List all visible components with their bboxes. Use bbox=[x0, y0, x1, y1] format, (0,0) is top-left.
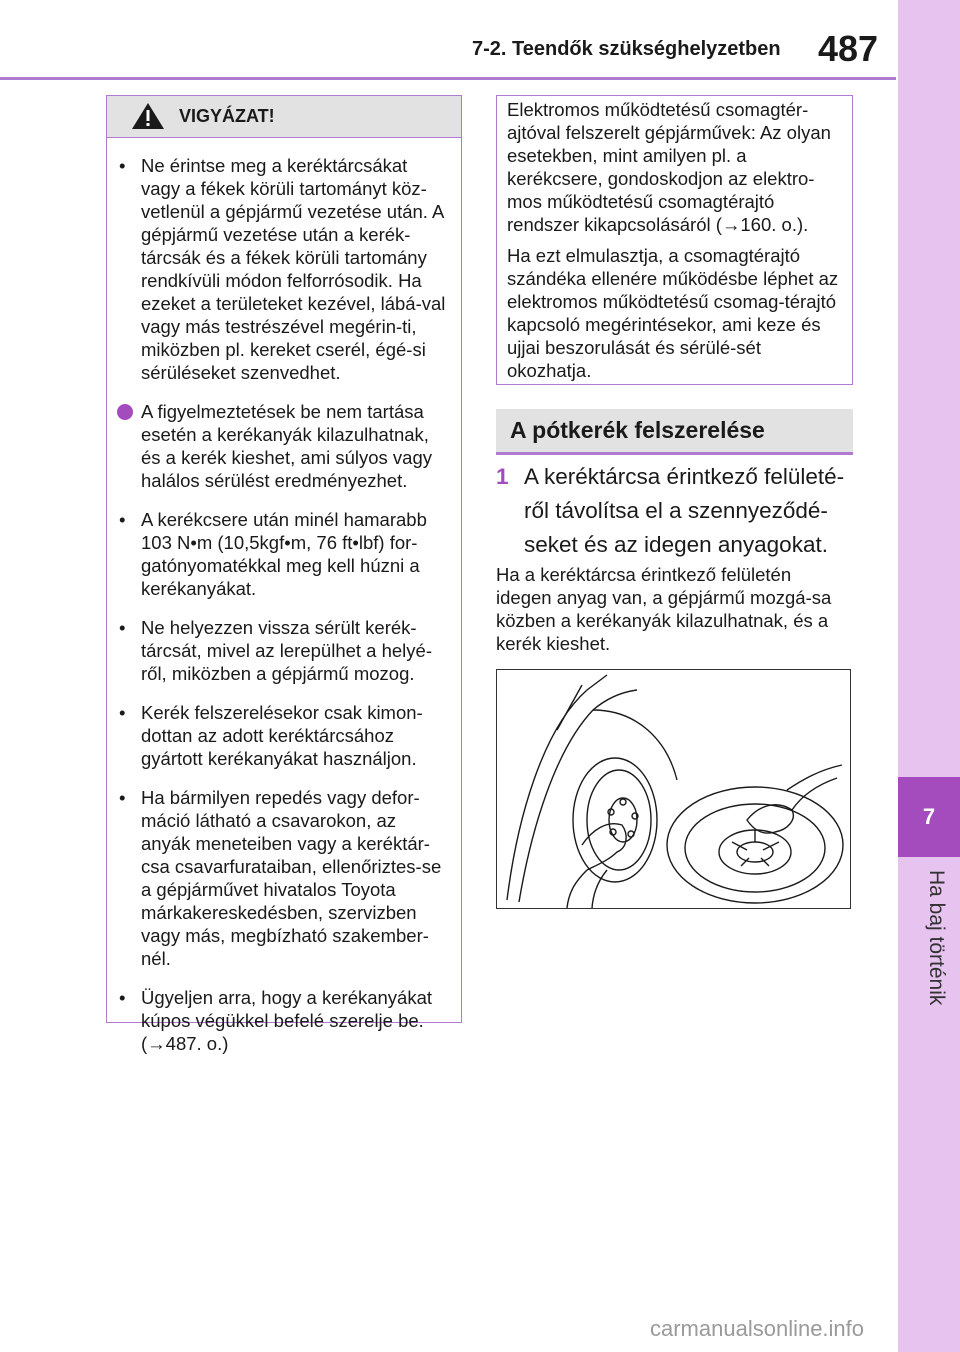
wheel-cleaning-illustration bbox=[496, 669, 851, 909]
warning-item bbox=[117, 400, 447, 492]
warning-item-text: Ne érintse meg a keréktárcsákat vagy a fékek körüli tartományt köz-vetlenül a gépjármű vezetése után. A gépjármű vezetése után a kerék-tárcsák és a fékek körüli tartomány rendkívüli módon felforrósodik. Ha ezeket a területeket kezével, lábá-val vagy más testrészével megérin-ti, miközben pl. kereket cserél, égé-si sérüléseket szenvedhet. bbox=[141, 155, 446, 383]
warning-item bbox=[117, 786, 447, 970]
warning-header bbox=[107, 96, 461, 138]
bullet-marker: • bbox=[119, 987, 126, 1008]
chapter-label: Ha baj történik bbox=[925, 870, 948, 1006]
warning-item bbox=[117, 701, 447, 770]
warning-triangle-icon bbox=[131, 102, 165, 130]
bullet-marker: • bbox=[119, 702, 126, 723]
page-number: 487 bbox=[818, 28, 879, 69]
warning-item bbox=[117, 986, 447, 1055]
warning-box bbox=[106, 95, 462, 1054]
bullet-marker: • bbox=[119, 155, 126, 176]
warning-item bbox=[117, 616, 447, 685]
info-paragraph: Elektromos működtetésű csomagtér-ajtóval felszerelt gépjárművek: Az olyan esetekben, mint amilyen pl. a kerékcsere, gondoskodjon az elektro-mos működtetésű csomagtérajtó rendszer kikapcsolásáról (→160. o.). bbox=[507, 99, 831, 235]
bullet-marker: • bbox=[119, 509, 126, 530]
step-item bbox=[496, 460, 853, 562]
warning-item-text: A figyelmeztetések be nem tartása esetén a kerékanyák kilazulhatnak, és a kerék kieshet, ami súlyos vagy halálos sérülést eredményezhet. bbox=[141, 401, 432, 491]
circle-bullet-icon bbox=[117, 404, 133, 420]
warning-title: VIGYÁZAT! bbox=[179, 106, 275, 126]
header-rule bbox=[0, 77, 896, 80]
warning-item-text: Kerék felszerelésekor csak kimon-dottan az adott keréktárcsához gyártott kerékanyákat használjon. bbox=[141, 702, 423, 769]
section-title: 7-2. Teendők szükséghelyzetben bbox=[472, 38, 781, 60]
bullet-marker: • bbox=[119, 617, 126, 638]
section-heading bbox=[496, 409, 853, 455]
warning-item bbox=[117, 508, 447, 600]
step-number: 1 bbox=[496, 464, 509, 489]
watermark: carmanualsonline.info bbox=[650, 1316, 865, 1341]
warning-item-text: Ügyeljen arra, hogy a kerékanyákat kúpos végükkel befelé szerelje be. (→487. o.) bbox=[141, 987, 433, 1054]
info-box bbox=[496, 95, 853, 385]
wheel-cleaning-drawing bbox=[497, 670, 851, 909]
warning-item-text: Ha bármilyen repedés vagy defor-máció látható a csavarokon, az anyák meneteiben vagy a keréktár-csa csavarfurataiban, ellenőriztes-se a gépjárművet hivatalos Toyota márkakereskedésben, szervizben vagy más, megbízható szakember-nél. bbox=[141, 787, 442, 969]
chapter-side-tab bbox=[898, 0, 960, 1352]
info-paragraph: Ha ezt elmulasztja, a csomagtérajtó szándéka ellenére működésbe léphet az elektromos működtetésű csomag-térajtó kapcsoló megérintésekor, ami keze és ujjai beszorulását és sérülé-sét okozhatja. bbox=[507, 245, 839, 381]
step-text: A keréktárcsa érintkező felületé-ről távolítsa el a szennyeződé-seket és az idegen anyagokat. bbox=[524, 464, 845, 557]
warning-body bbox=[107, 154, 461, 1055]
step-note: Ha a keréktárcsa érintkező felületén idegen anyag van, a gépjármű mozgá-sa közben a kerékanyák kilazulhatnak, és a kerék kieshet. bbox=[496, 564, 832, 654]
warning-item-text: A kerékcsere után minél hamarabb 103 N•m (10,5kgf•m, 76 ft•lbf) for-gatónyomatékkal meg kell húzni a kerékanyákat. bbox=[141, 509, 427, 599]
chapter-number: 7 bbox=[898, 777, 960, 857]
bullet-marker: • bbox=[119, 787, 126, 808]
warning-item-text: Ne helyezzen vissza sérült kerék-tárcsát, mivel az lerepülhet a helyé-ről, miközben a gépjármű mozog. bbox=[141, 617, 432, 684]
warning-item bbox=[117, 154, 447, 384]
section-heading-text: A pótkerék felszerelése bbox=[510, 417, 765, 443]
